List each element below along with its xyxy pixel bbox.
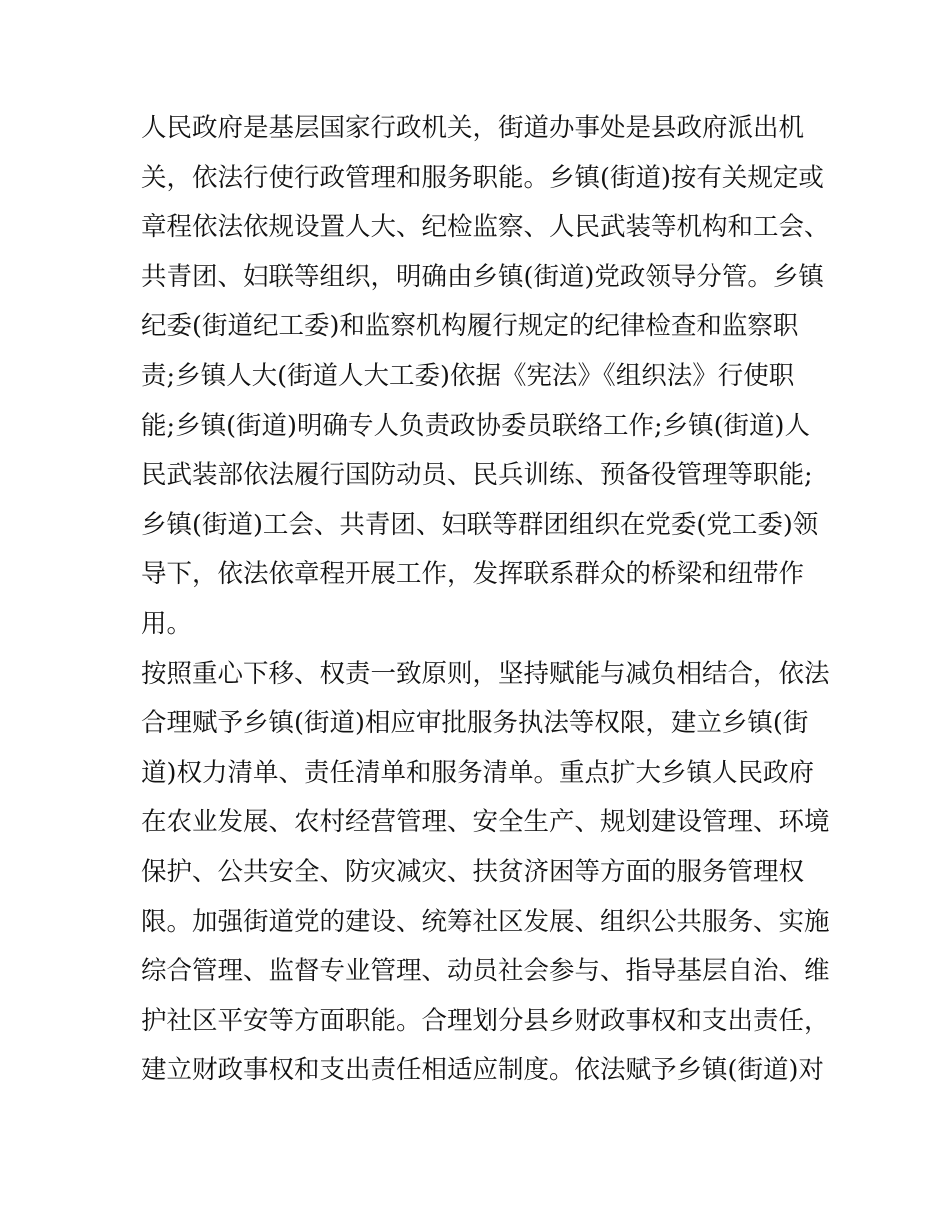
- text-line: 建立财政事权和支出责任相适应制度。依法赋予乡镇(街道)对: [141, 1055, 824, 1086]
- text-line: 共青团、妇联等组织，明确由乡镇(街道)党政领导分管。乡镇: [141, 261, 824, 292]
- text-line: 乡镇(街道)工会、共青团、妇联等群团组织在党委(党工委)领: [141, 509, 819, 540]
- text-line: 综合管理、监督专业管理、动员社会参与、指导基层自治、维: [141, 956, 830, 987]
- text-line: 关，依法行使行政管理和服务职能。乡镇(街道)按有关规定或: [141, 162, 824, 193]
- text-line: 能;乡镇(街道)明确专人负责政协委员联络工作;乡镇(街道)人: [141, 410, 810, 441]
- text-line: 保护、公共安全、防灾减灾、扶贫济困等方面的服务管理权: [141, 856, 805, 887]
- text-line: 在农业发展、农村经营管理、安全生产、规划建设管理、环境: [141, 807, 830, 838]
- text-line: 人民政府是基层国家行政机关，街道办事处是县政府派出机: [141, 113, 805, 143]
- text-line: 道)权力清单、责任清单和服务清单。重点扩大乡镇人民政府: [141, 757, 814, 788]
- text-line: 合理赋予乡镇(街道)相应审批服务执法等权限，建立乡镇(街: [141, 708, 809, 739]
- document-body: [141, 104, 830, 1096]
- text-line: 责;乡镇人大(街道人大工委)依据《宪法》《组织法》行使职: [141, 360, 795, 391]
- text-line: 按照重心下移、权责一致原则，坚持赋能与减负相结合，依法: [141, 658, 830, 689]
- text-line: 护社区平安等方面职能。合理划分县乡财政事权和支出责任，: [141, 1005, 830, 1036]
- text-line: 章程依法依规设置人大、纪检监察、人民武装等机构和工会、: [141, 212, 830, 243]
- text-line: 用。: [141, 608, 193, 639]
- text-line: 纪委(街道纪工委)和监察机构履行规定的纪律检查和监察职: [141, 311, 799, 342]
- text-line: 导下，依法依章程开展工作，发挥联系群众的桥梁和纽带作: [141, 559, 805, 590]
- text-line: 民武装部依法履行国防动员、民兵训练、预备役管理等职能;: [141, 460, 813, 491]
- text-line: 限。加强街道党的建设、统筹社区发展、组织公共服务、实施: [141, 906, 830, 937]
